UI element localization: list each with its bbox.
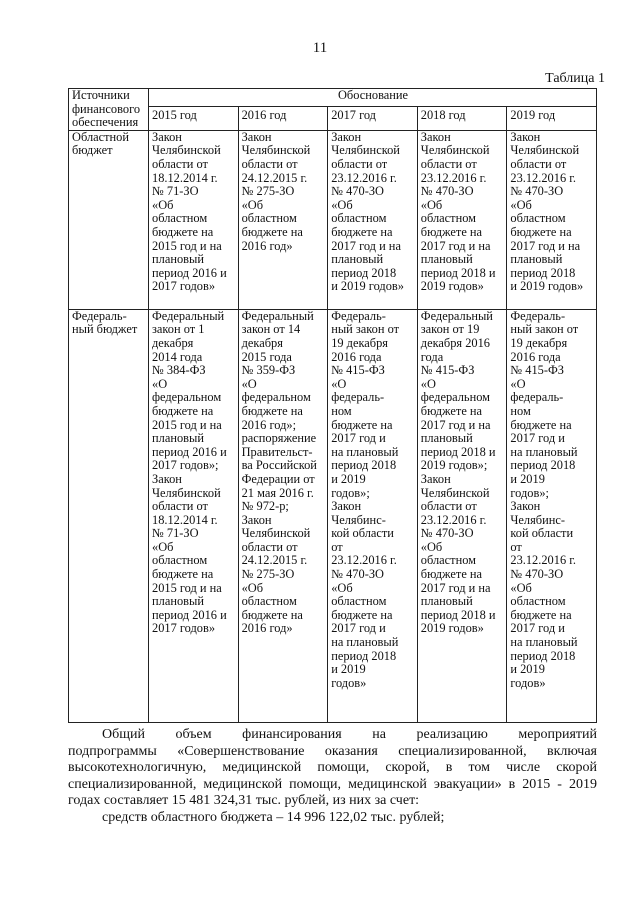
table-cell: Федеральный закон от 19 декабря 2016 года № 415-ФЗ «О федеральном бюджете на 2017 год и на плановый период 2018 и 2019 годов»; Закон Челябинской области от 23.12.2016 г. № 470-ЗО «Об областном бюджете на 2017 год и на плановый период 2018 и 2019 годов» (417, 309, 507, 722)
header-year-2019: 2019 год (507, 106, 597, 130)
regional-budget-line: средств областного бюджета – 14 996 122,02 тыс. рублей; (102, 809, 445, 825)
row-source-label: Федераль- ный бюджет (69, 309, 149, 722)
funding-paragraph (68, 727, 597, 826)
table-cell: Закон Челябинской области от 23.12.2016 г. № 470-ЗО «Об областном бюджете на 2017 год и на плановый период 2018 и 2019 годов» (417, 130, 507, 309)
table-cell: Федераль- ный закон от 19 декабря 2016 года № 415-ФЗ «О федераль- ном бюджете на 2017 год и на плановый период 2018 и 2019 годов»; Закон Челябинс- кой области от 23.12.2016 г. № 470-ЗО «Об областном бюджете на 2017 год и на плановый период 2018 и 2019 годов» (507, 309, 597, 722)
header-justification: Обоснование (149, 89, 597, 107)
header-year-2018: 2018 год (417, 106, 507, 130)
table-cell: Закон Челябинской области от 24.12.2015 г. № 275-ЗО «Об областном бюджете на 2016 год» (238, 130, 328, 309)
table-cell: Федеральный закон от 1 декабря 2014 года № 384-ФЗ «О федеральном бюджете на 2015 год и на плановый период 2016 и 2017 годов»; Закон Челябинской области от 18.12.2014 г. № 71-ЗО «Об областном бюджете на 2015 год и на плановый период 2016 и 2017 годов» (149, 309, 239, 722)
page-number: 11 (312, 40, 328, 56)
table-cell: Закон Челябинской области от 23.12.2016 г. № 470-ЗО «Об областном бюджете на 2017 год и на плановый период 2018 и 2019 годов» (507, 130, 597, 309)
table-cell: Федераль- ный закон от 19 декабря 2016 года № 415-ФЗ «О федераль- ном бюджете на 2017 год и на плановый период 2018 и 2019 годов»; Закон Челябинс- кой области от 23.12.2016 г. № 470-ЗО «Об областном бюджете на 2017 год и на плановый период 2018 и 2019 годов» (328, 309, 418, 722)
funding-sources-table (68, 88, 597, 723)
table-row-regional-budget (69, 130, 597, 309)
paragraph-body: подпрограммы «Совершенствование оказания специализированной, включая высокотехнологичную, медицинской помощи, скорой, в том числе скорой специализированной, медицинской помощи, медицинской эвакуации» в 2015 - 2019 годах составляет 15 481 324,31 тыс. рублей, из них за счет: (68, 743, 597, 808)
word: реализацию (416, 727, 488, 742)
paragraph-first-line (68, 727, 597, 744)
word: финансирования (242, 727, 342, 742)
word: Общий (102, 727, 145, 742)
table-caption: Таблица 1 (545, 71, 605, 86)
table-row-federal-budget (69, 309, 597, 722)
row-source-label: Областной бюджет (69, 130, 149, 309)
header-year-2015: 2015 год (149, 106, 239, 130)
table-cell: Закон Челябинской области от 18.12.2014 г. № 71-ЗО «Об областном бюджете на 2015 год и на плановый период 2016 и 2017 годов» (149, 130, 239, 309)
word: на (372, 727, 386, 742)
word: мероприятий (518, 727, 597, 742)
table-cell: Закон Челябинской области от 23.12.2016 г. № 470-ЗО «Об областном бюджете на 2017 год и на плановый период 2018 и 2019 годов» (328, 130, 418, 309)
header-year-2016: 2016 год (238, 106, 328, 130)
word: объем (175, 727, 212, 742)
header-year-2017: 2017 год (328, 106, 418, 130)
header-source: Источники финансового обеспечения (69, 89, 149, 131)
table-cell: Федеральный закон от 14 декабря 2015 года № 359-ФЗ «О федеральном бюджете на 2016 год»; распоряжение Правительст- ва Российской Федерации от 21 мая 2016 г. № 972-р; Закон Челябинской области от 24.12.2015 г. № 275-ЗО «Об областном бюджете на 2016 год» (238, 309, 328, 722)
